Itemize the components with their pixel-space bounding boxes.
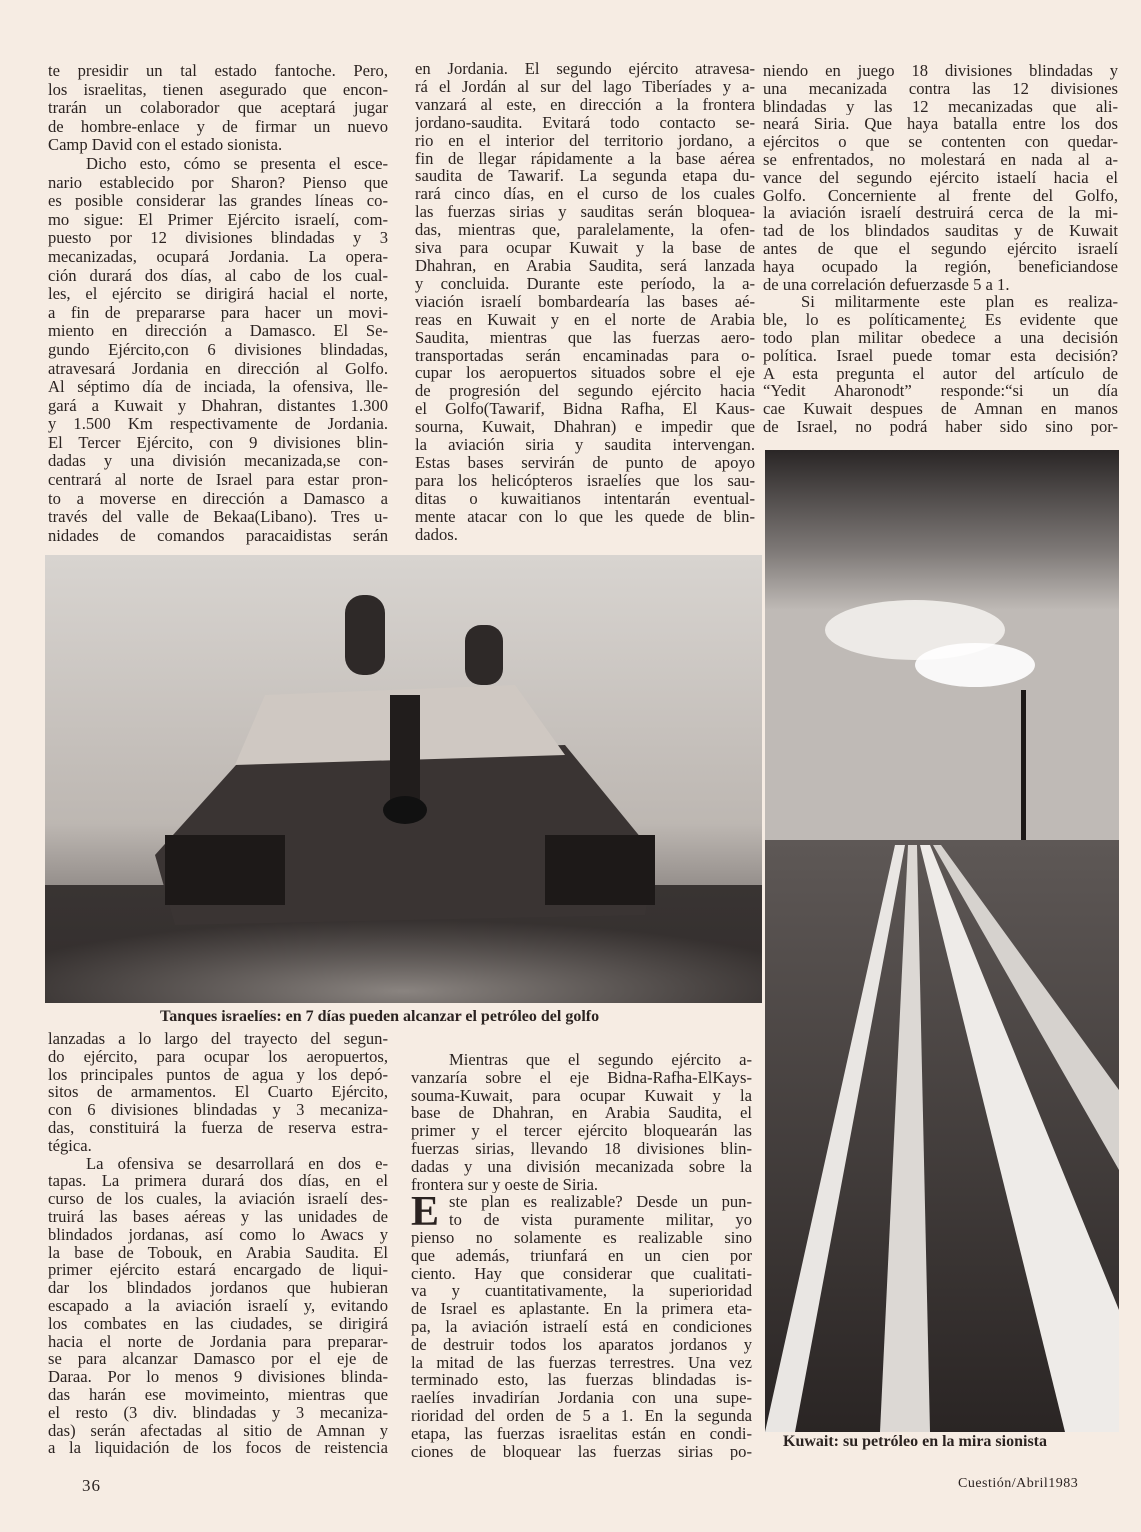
- text-line: niendo en juego 18 divisiones blindadas y: [763, 62, 1118, 80]
- text-line: Dhahran, en Arabia Saudita, será lanzada: [415, 256, 755, 275]
- text-line: los israelitas, tienen asegurado que encon-: [48, 80, 388, 99]
- text-line: través del valle de Bekaa(Libano). Tres u-: [48, 508, 388, 527]
- text-line: siva para ocupar Kuwait y la base de: [415, 239, 755, 257]
- text-line: política. Israel puede tomar esta decisión?: [763, 346, 1118, 365]
- text-line: sourna, Kuwait, Dhahran) e impedir que: [415, 418, 755, 437]
- text-line: el Golfo(Tawarif, Bidna Rafha, El Kaus-: [415, 400, 755, 419]
- text-line: ejércitos o que se contenten con quedar-: [763, 133, 1118, 151]
- text-line: ble, lo es políticamente¿ Es evidente que: [763, 311, 1118, 329]
- text-line: rá el Jordán al sur del lago Tiberíades y a-: [415, 77, 755, 96]
- text-line: Estas bases servirán de punto de apoyo: [415, 453, 755, 472]
- text-line: neará Siria. Que haya batalla entre los dos: [763, 115, 1118, 134]
- text-line: nidades de comandos paracaidistas serán: [48, 526, 388, 545]
- text-line: Daraa. Por lo menos 9 divisiones blinda-: [48, 1368, 388, 1386]
- text-line: gará a Kuwait y Dhahran, distantes 1.300: [48, 396, 388, 415]
- text-line: ción durará dos días, al cabo de los cual-: [48, 266, 388, 285]
- text-line: dadas y una división mecanizada sobre la: [411, 1157, 752, 1176]
- text-line: terminado esto, las fuerzas blindadas is-: [411, 1371, 752, 1390]
- text-line: Saudita, mientras que las fuerzas aero-: [415, 328, 755, 347]
- text-line: lanzadas a lo largo del trayecto del segun-: [48, 1030, 388, 1048]
- text-line: base de Dhahran, en Arabia Saudita, el: [411, 1104, 752, 1123]
- text-line: que además, triunfará en un cien por: [411, 1246, 752, 1265]
- publication-footer: Cuestión/Abril1983: [958, 1476, 1079, 1491]
- text-line: El Tercer Ejército, con 9 divisiones blin-: [48, 433, 388, 452]
- text-line: das, constituirá la fuerza de reserva estra-: [48, 1118, 388, 1137]
- text-line: ciento. Hay que considerar que cualitati-: [411, 1264, 752, 1283]
- text-line: pienso no solamente es realizable sino: [411, 1228, 752, 1247]
- page-number: 36: [82, 1476, 101, 1495]
- text-line: la mitad de las fuerzas terrestres. Una vez: [411, 1353, 752, 1372]
- article-column-2-bottom: [411, 1051, 752, 1460]
- text-line: dar los blindados jordanos que hubieran: [48, 1279, 388, 1297]
- text-line: reas en Kuwait y en el norte de Arabia: [415, 310, 755, 329]
- text-line: los combates en las ciudades, se dirigirá: [48, 1314, 388, 1333]
- text-line: te presidir un tal estado fantoche. Pero,: [48, 62, 388, 80]
- text-line: las fuerzas sirias y sauditas serán bloquea-: [415, 203, 755, 222]
- text-line: gundo Ejército,con 6 divisiones blindadas,: [48, 340, 388, 359]
- text-line: va y cuantitativamente, la superioridad: [411, 1282, 752, 1301]
- text-line: y 1.500 Km respectivamente de Jordania.: [48, 415, 388, 434]
- text-line: blindados jordanas, así como lo Awacs y: [48, 1225, 388, 1244]
- text-line: cae Kuwait despues de Amnan en manos: [763, 400, 1118, 418]
- text-line: curso de los cuales, la aviación israelí des-: [48, 1190, 388, 1208]
- text-line: La ofensiva se desarrollará en dos e-: [86, 1154, 388, 1173]
- text-line: miento en dirección a Damasco. El Se-: [48, 322, 388, 341]
- text-line: tad de los blindados sauditas y de Kuwait: [763, 222, 1118, 240]
- text-line: puesto por 12 divisiones blindadas y 3: [48, 229, 388, 248]
- text-line: de Israel, no podrá haber sido sino por-: [763, 417, 1118, 436]
- text-line: Camp David con el estado sionista.: [48, 136, 283, 155]
- text-line: fin de llegar rápidamente a la base aérea: [415, 149, 755, 168]
- text-line: saudita de Tawarif. La segunda etapa du-: [415, 167, 755, 186]
- text-line: todo plan militar obedece a una decisión: [763, 328, 1118, 347]
- article-column-3-top: [763, 62, 1118, 436]
- text-line: Al séptimo día de inciada, la ofensiva, lle-: [48, 378, 388, 397]
- text-line: de una correlación defuerzasde 5 a 1.: [763, 275, 1010, 294]
- text-line: mo sigue: El Primer Ejército israelí, com-: [48, 210, 388, 229]
- text-line: de destruir todos los aparatos jordanos y: [411, 1335, 752, 1354]
- drop-cap: E: [411, 1189, 440, 1235]
- article-column-1-top: [48, 62, 388, 545]
- text-line: to de vista puramente militar, yo: [449, 1211, 752, 1229]
- text-line: ste plan es realizable? Desde un pun-: [449, 1193, 752, 1212]
- article-column-2-top: [415, 60, 755, 543]
- text-line: das) serán afectadas al sitio de Amnan y: [48, 1421, 388, 1440]
- text-line: souma-Kuwait, para ocupar Kuwait y la: [411, 1086, 752, 1105]
- pipeline-photo-caption: Kuwait: su petróleo en la mira sionista: [783, 1433, 1047, 1450]
- text-line: a la liquidación de los focos de reistencia: [48, 1439, 388, 1458]
- text-line: raelíes invadirían Jordania con una supe-: [411, 1389, 752, 1407]
- text-line: es posible considerar las grandes líneas co-: [48, 192, 388, 211]
- text-line: la aviación siria y saudita intervengan.: [415, 436, 755, 454]
- text-line: fuerzas sirias, llevando 18 divisiones blin-: [411, 1139, 752, 1158]
- text-line: do ejército, para ocupar los aeropuertos,: [48, 1047, 388, 1066]
- text-line: viación israelí bombardearía las bases aé-: [415, 292, 755, 311]
- tank-photo-caption: Tanques israelíes: en 7 días pueden alcanzar el petróleo del golfo: [160, 1008, 600, 1025]
- text-line: nario establecido por Sharon? Pienso que: [48, 173, 388, 192]
- text-line: rioridad del orden de 5 a 1. En la segunda: [411, 1406, 752, 1425]
- text-line: ciones de bloquear las fuerzas sirias po-: [411, 1442, 752, 1461]
- text-line: tégica.: [48, 1136, 92, 1155]
- text-line: vanzaría sobre el eje Bidna-Rafha-ElKays-: [411, 1068, 752, 1087]
- text-line: una mecanizada contra las 12 divisiones: [763, 79, 1118, 98]
- text-line: sitos de armamentos. El Cuarto Ejército,: [48, 1083, 388, 1102]
- text-line: los principales puntos de agua y los depó-: [48, 1065, 388, 1084]
- text-line: el resto (3 div. blindadas y 3 mecaniza-: [48, 1403, 388, 1422]
- text-line: cupar los aeropuertos situados sobre el eje: [415, 364, 755, 383]
- text-line: blindadas y las 12 mecanizadas que ali-: [763, 97, 1118, 116]
- text-line: trarán un colaborador que aceptará jugar: [48, 99, 388, 118]
- text-line: vance del segundo ejército istaelí hacia el: [763, 168, 1118, 187]
- text-line: etapa, las fuerzas israelitas están en condi-: [411, 1424, 752, 1443]
- text-line: mente atacar con lo que les quede de blin-: [415, 507, 755, 526]
- text-line: rará cinco días, en el curso de los cuales: [415, 185, 755, 204]
- text-line: dados.: [415, 525, 458, 544]
- text-line: hacia el norte de Jordania para preparar-: [48, 1332, 388, 1351]
- text-line: de hombre-enlace y de firmar un nuevo: [48, 117, 388, 136]
- text-line: la base de Tobouk, en Arabia Saudita. El: [48, 1243, 388, 1262]
- text-line: de Israel es aplastante. En la primera eta-: [411, 1300, 752, 1318]
- tank-photo: [45, 555, 762, 1003]
- text-line: se para alcanzar Damasco por el eje de: [48, 1350, 388, 1369]
- pipeline-photo: [765, 450, 1119, 1432]
- text-line: atravesará Jordania en dirección al Golfo.: [48, 359, 388, 378]
- text-line: to a moverse en dirección a Damasco a: [48, 489, 388, 508]
- text-line: mecanizadas, ocupará Jordania. La opera-: [48, 247, 388, 266]
- text-line: A esta pregunta el autor del artículo de: [763, 364, 1118, 383]
- text-line: para los helicópteros israelíes que los sau-: [415, 471, 755, 490]
- text-line: Si militarmente este plan es realiza-: [801, 293, 1118, 312]
- text-line: “Yedit Aharonodt” responde:“si un día: [763, 382, 1118, 401]
- text-line: das, mientras que, paralelamente, la ofen-: [415, 221, 755, 240]
- text-line: primer y el tercer ejército bloquearán las: [411, 1122, 752, 1140]
- text-line: Golfo. Concerniente al frente del Golfo,: [763, 186, 1118, 205]
- text-line: antes de que el segundo ejército israelí: [763, 239, 1118, 258]
- text-line: ditas o kuwaitianos intentarán eventual-: [415, 489, 755, 508]
- text-line: centrará al norte de Israel para estar pron-: [48, 471, 388, 490]
- text-line: en Jordania. El segundo ejército atravesa-: [415, 60, 755, 78]
- text-line: tapas. La primera durará dos días, en el: [48, 1172, 388, 1191]
- text-line: dadas y una división mecanizada,se con-: [48, 452, 388, 471]
- article-column-1-bottom: [48, 1030, 388, 1457]
- text-line: con 6 divisiones blindadas y 3 mecaniza-: [48, 1101, 388, 1119]
- text-line: les, el ejército se dirigirá hacial el norte,: [48, 285, 388, 304]
- text-line: primer ejército estará encargado de liqui-: [48, 1261, 388, 1280]
- text-line: Dicho esto, cómo se presenta el esce-: [86, 154, 388, 173]
- text-line: vanzará al este, en dirección a la frontera: [415, 95, 755, 114]
- text-line: transportadas serán encaminadas para o-: [415, 346, 755, 365]
- text-line: Mientras que el segundo ejército a-: [449, 1051, 752, 1069]
- text-line: truirá las bases aéreas y las unidades de: [48, 1207, 388, 1226]
- text-line: se enfrentados, no molestará en nada al a-: [763, 150, 1118, 169]
- text-line: pa, la aviación istraelí está en condiciones: [411, 1317, 752, 1336]
- text-line: a fin de prepararse para hacer un movi-: [48, 303, 388, 322]
- text-line: haya ocupado la región, beneficiandose: [763, 257, 1118, 276]
- text-line: frontera sur y oeste de Siria.: [411, 1175, 599, 1194]
- text-line: das harán ese movimeinto, mientras que: [48, 1385, 388, 1404]
- text-line: de progresión del segundo ejército hacia: [415, 382, 755, 401]
- text-line: y concluida. Durante este período, la a-: [415, 274, 755, 293]
- text-line: escapado a la aviación israelí y, evitando: [48, 1296, 388, 1315]
- text-line: la aviación israelí destruirá cerca de la mi-: [763, 204, 1118, 223]
- text-line: rio en el interior del territorio jordano, a: [415, 131, 755, 150]
- text-line: jordano-saudita. Evitará todo contacto se-: [415, 113, 755, 132]
